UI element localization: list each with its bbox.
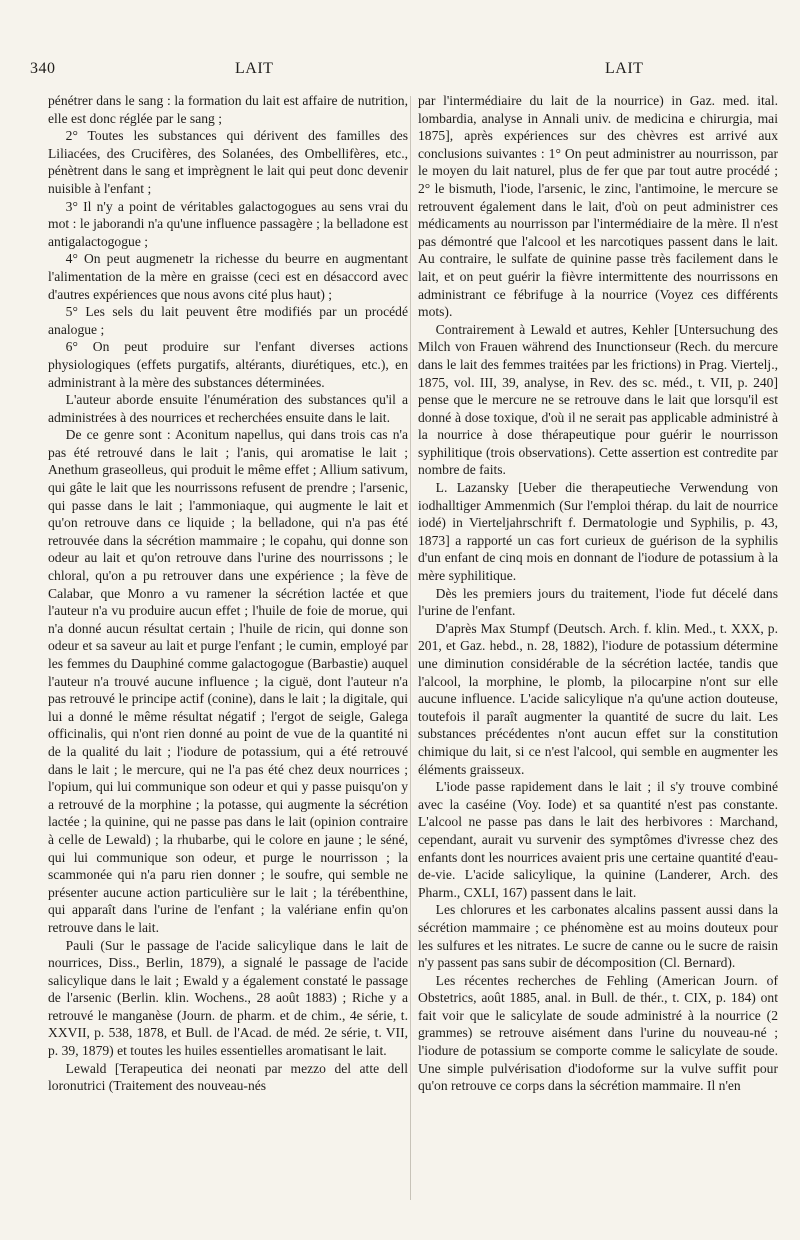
paragraph: Contrairement à Lewald et autres, Kehler [Untersuchung des Milch von Frauen während des Inunctionseur (Rech. du mercure dans le lait des femmes traitées par les frictions) in Prag. Viertelj., 1875, vol. III, 39, analyse, in Rev. des sc. méd., t. VII, p. 240] pense que le mercure ne se retrouve dans le lait que lorsqu'il est donné à dose toxique, d'où il ne serait pas applicable administré à la nourrice à dose thérapeutique pour guérir le nourrisson syphilitique (trois observations). Cette assertion est contredite par nombre de faits.: [418, 321, 778, 478]
left-column: [48, 92, 408, 1095]
paragraph: par l'intermédiaire du lait de la nourrice) in Gaz. med. ital. lombardia, analyse in Annali univ. de medicina e chirurgia, mai 1875], après expériences sur des chèvres est arrivé aux conclusions suivantes : 1° On peut administrer au nourrisson, par le moyen du lait naturel, plus de fer que par tout autre procédé ; 2° le bismuth, l'iode, l'arsenic, le zinc, l'antimoine, le mercure se retrouvent également dans le lait, d'où on peut administrer ces médicaments au nourrisson par l'intermédiaire de la mère. Il n'est pas démontré que l'alcool et les narcotiques passent dans le lait. Au contraire, le sulfate de quinine passe très facilement dans le lait, et on peut guérir la fièvre intermittente des nourrissons en administrant ce fébrifuge à la nourrice (Voyez ces différents mots).: [418, 93, 778, 320]
paragraph: L. Lazansky [Ueber die therapeutieche Verwendung von iodhalltiger Ammenmich (Sur l'emploi thérap. du lait de nourrice iodé) in Vierteljahrschrift f. Dermatologie und Syphilis, p. 43, 1873] a rapporté un cas fort curieux de guérison de la syphilis d'un enfant de cinq mois en donnant de l'iodure de potassium à la mère syphilitique.: [418, 480, 778, 584]
paragraph: 6° On peut produire sur l'enfant diverses actions physiologiques (effets purgatifs, altérants, diurétiques, etc.), en administrant à la mère des substances déterminées.: [48, 339, 408, 390]
paragraph: D'après Max Stumpf (Deutsch. Arch. f. klin. Med., t. XXX, p. 201, et Gaz. hebd., n. 28, 1882), l'iodure de potassium détermine une diminution considérable de la sécrétion lactée, tandis que l'alcool, la morphine, le plomb, la pilocarpine n'ont sur elle aucune influence. L'acide salicylique n'a qu'une action douteuse, toutefois il paraît augmenter la quantité de sucre du lait. Les substances précédentes n'ont aucun effet sur la constitution chimique du lait, si ce n'est l'alcool, qui semble en augmenter les éléments graisseux.: [418, 620, 778, 777]
paragraph: 2° Toutes les substances qui dérivent des familles des Liliacées, des Crucifères, des Solanées, des Ombellifères, etc., pénètrent dans le sang et imprègnent le lait qui peut donc devenir nuisible à l'enfant ;: [48, 128, 408, 196]
paragraph: pénétrer dans le sang : la formation du lait est affaire de nutrition, elle est donc réglée par le sang ;: [48, 93, 408, 126]
paragraph: 3° Il n'y a point de véritables galactogogues au sens vrai du mot : le jaborandi n'a qu'une influence passagère ; la belladone est antigalactogogue ;: [48, 198, 408, 249]
paragraph: Les récentes recherches de Fehling (American Journ. of Obstetrics, août 1885, anal. in Bull. de thér., t. CIX, p. 184) ont fait voir que le salicylate de soude administré à la nourrice (2 grammes) se retrouve aisément dans l'urine du nouveau-né ; l'iodure de potassium se comporte comme le salicylate de soude. Une simple pulvérisation d'iodoforme sur la vulve suffit pour qu'on retrouve ce corps dans la sécrétion mammaire. Il n'en: [418, 972, 778, 1094]
right-column: [418, 92, 778, 1095]
paragraph: Lewald [Terapeutica dei neonati par mezzo del atte dell loronutrici (Traitement des nouveau-nés: [48, 1060, 408, 1094]
running-title-left: LAIT: [235, 60, 274, 77]
running-title-right: LAIT: [605, 60, 644, 77]
column-divider: [410, 96, 411, 1200]
running-header: [30, 60, 770, 82]
paragraph: L'auteur aborde ensuite l'énumération des substances qu'il a administrées à des nourrices et recherchées ensuite dans le lait.: [48, 392, 408, 425]
paragraph: De ce genre sont : Aconitum napellus, qui dans trois cas n'a pas été retrouvé dans le lait ; l'anis, qui aromatise le lait ; Anethum graseolleus, qui produit le même effet ; Allium sativum, qui gâte le lait que les nourrissons refusent de prendre ; l'arsenic, qui passe dans le lait ; l'ammoniaque, qui augmente le lait et qu'on retrouve dans ce liquide ; la belladone, qui n'a pas été retrouvée dans la sécrétion mammaire ; le copahu, qui donne son odeur au lait et qu'on retrouve dans l'urine des nourrissons ; le chloral, qu'on a pu retrouver dans une expérience ; la fève de Calabar, que Monro a vu ramener la sécrétion lactée et que l'auteur n'a vu produire aucun effet ; l'huile de foie de morue, qui n'a donné aucun résultat certain ; l'huile de ricin, qui donne son odeur et sa saveur au lait et purge l'enfant ; le cumin, employé par les femmes du Dauphiné comme galactogogue (Barbastie) auquel l'auteur n'a trouvé aucune influence ; la ciguë, dont l'auteur n'a pas retrouvé le principe actif (conine), dans le lait ; la digitale, qui lui a donné le même résultat négatif ; l'ergot de seigle, Galega officinalis, qui n'ont rien donné au point de vue de la quantité ni de la qualité du lait ; l'iodure de potassium, qui a été retrouvé dans le lait ; le mercure, qui ne l'a pas été chez deux nourrices ; l'opium, qui lui communique son odeur et qui y passe puisqu'on y a retrouvé de la morphine ; la potasse, qui augmente la sécrétion lactée ; la quinine, qui ne passe pas dans le lait (opinion contraire à celle de Lewald) ; la rhubarbe, qui le colore en jaune ; le séné, qui lui communique son odeur, et purge le nourrisson ; la scammonée qui n'a paru rien donner ; le soufre, qui semble ne présenter aucune action particulière sur le lait ; la térébenthine, qui apparaît dans l'urine de l'enfant ; la valériane enfin qu'on retrouve dans le lait.: [48, 427, 408, 935]
paragraph: 4° On peut augmenetr la richesse du beurre en augmentant l'alimentation de la mère en graisse (ceci est en désaccord avec d'autres expériences que nous avons cité plus haut) ;: [48, 251, 408, 302]
paragraph: Pauli (Sur le passage de l'acide salicylique dans le lait de nourrices, Diss., Berlin, 1879), a signalé le passage de l'acide salicylique dans le lait ; Ewald y a également constaté le passage de l'arsenic (Berlin. klin. Wochens., 28 août 1883) ; Riche y a retrouvé le manganèse (Journ. de pharm. et de chim., 4e série, t. XXVII, p. 538, 1878, et Bull. de l'Acad. de méd. 2e série, t. VII, p. 39, 1879) et toutes les huiles essentielles aromatisant le lait.: [48, 937, 408, 1059]
page-number: 340: [30, 60, 56, 77]
paragraph: 5° Les sels du lait peuvent être modifiés par un procédé analogue ;: [48, 304, 408, 337]
paragraph: Les chlorures et les carbonates alcalins passent aussi dans la sécrétion mammaire ; ce phénomène est au moins douteux pour les sulfures et les nitrates. Le sucre de canne ou le sucre de raisin n'y passent pas sans subir de décomposition (Cl. Bernard).: [418, 902, 778, 971]
paragraph: L'iode passe rapidement dans le lait ; il s'y trouve combiné avec la caséine (Voy. Iode) et sa quantité n'est pas constante. L'alcool ne passe pas dans le lait des herbivores : Marchand, cependant, aurait vu survenir des symptômes d'ivresse chez des enfants dont les nourrices avaient pris une certaine quantité d'eau-de-vie. L'acide salicylique, la quinine (Landerer, Arch. des Pharm., CXLI, 167) passent dans le lait.: [418, 779, 778, 900]
paragraph: Dès les premiers jours du traitement, l'iode fut décelé dans l'urine de l'enfant.: [418, 585, 778, 619]
